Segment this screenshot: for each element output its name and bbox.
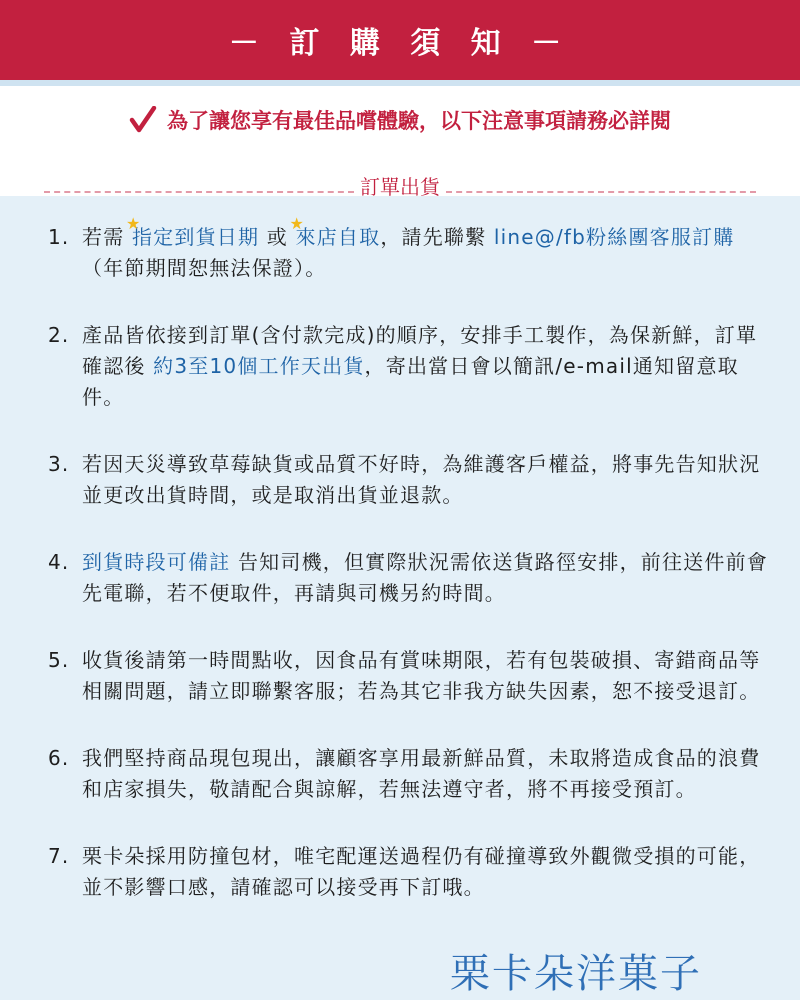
star-icon: ★ [289,214,306,233]
item-text: 告知司機，但實際狀況需依送貨路徑安排，前往送件前會先電聯，若不便取件，再請與司機另約時間。 [82,550,768,605]
highlight-label: 來店自取 [295,225,381,249]
highlight-text [125,214,260,249]
item-number: 7. [48,844,70,868]
checkmark-icon [129,106,157,134]
item-text: ，請先聯繫 [380,225,494,249]
notice-text: 為了讓您享有最佳品嚐體驗，以下注意事項請務必詳閱 [167,109,671,133]
item-number: 6. [48,746,70,770]
item-text: （年節期間恕無法保證）。 [82,256,327,280]
item-text: 我們堅持商品現包現出，讓顧客享用最新鮮品質，未取將造成食品的浪費和店家損失，敬請配合與諒解，若無法遵守者，將不再接受預訂。 [82,746,761,801]
item-text: 若需 [82,225,132,249]
section-title: 訂單出貨 [360,174,440,199]
list-item [48,547,768,609]
list-item [48,743,768,805]
item-text: 產品皆依接到訂單(含付款完成)的順序，安排手工製作，為保新鮮，訂單確認後 [82,323,758,378]
highlight-text: line@/fb粉絲團客服訂購 [493,225,735,249]
divider-right [446,191,756,193]
notice [0,100,800,140]
item-text: 栗卡朵採用防撞包材，唯宅配運送過程仍有碰撞導致外觀微受損的可能，並不影響口感，請確認可以接受再下訂哦。 [82,844,761,899]
header-banner [0,0,800,80]
item-number: 4. [48,550,70,574]
item-text: ，寄出當日會以簡訊/e-mail通知留意取件。 [82,354,739,409]
list-item [48,320,768,413]
notes-list [48,214,768,939]
highlight-text: 到貨時段可備註 [82,550,231,574]
highlight-text [289,214,381,249]
item-text: 收貨後請第一時間點收，因食品有賞味期限，若有包裝破損、寄錯商品等相關問題，請立即聯繫客服；若為其它非我方缺失因素，恕不接受退訂。 [82,648,761,703]
list-item [48,841,768,903]
item-number: 5. [48,648,70,672]
item-number: 2. [48,323,70,347]
divider-left [44,191,354,193]
item-number: 1. [48,225,70,249]
list-item [48,645,768,707]
watermark: 栗卡朵洋菓子 [450,951,702,997]
item-number: 3. [48,452,70,476]
page-title: － 訂 購 須 知 － [228,26,572,61]
item-text: 或 [259,225,296,249]
star-icon: ★ [125,214,142,233]
highlight-label: 指定到貨日期 [131,225,260,249]
list-item [48,214,768,284]
section-header [44,170,756,200]
item-text: 若因天災導致草莓缺貨或品質不好時，為維護客戶權益，將事先告知狀況並更改出貨時間，或是取消出貨並退款。 [82,452,761,507]
list-item [48,449,768,511]
highlight-text: 約3至10個工作天出貨 [153,354,365,378]
